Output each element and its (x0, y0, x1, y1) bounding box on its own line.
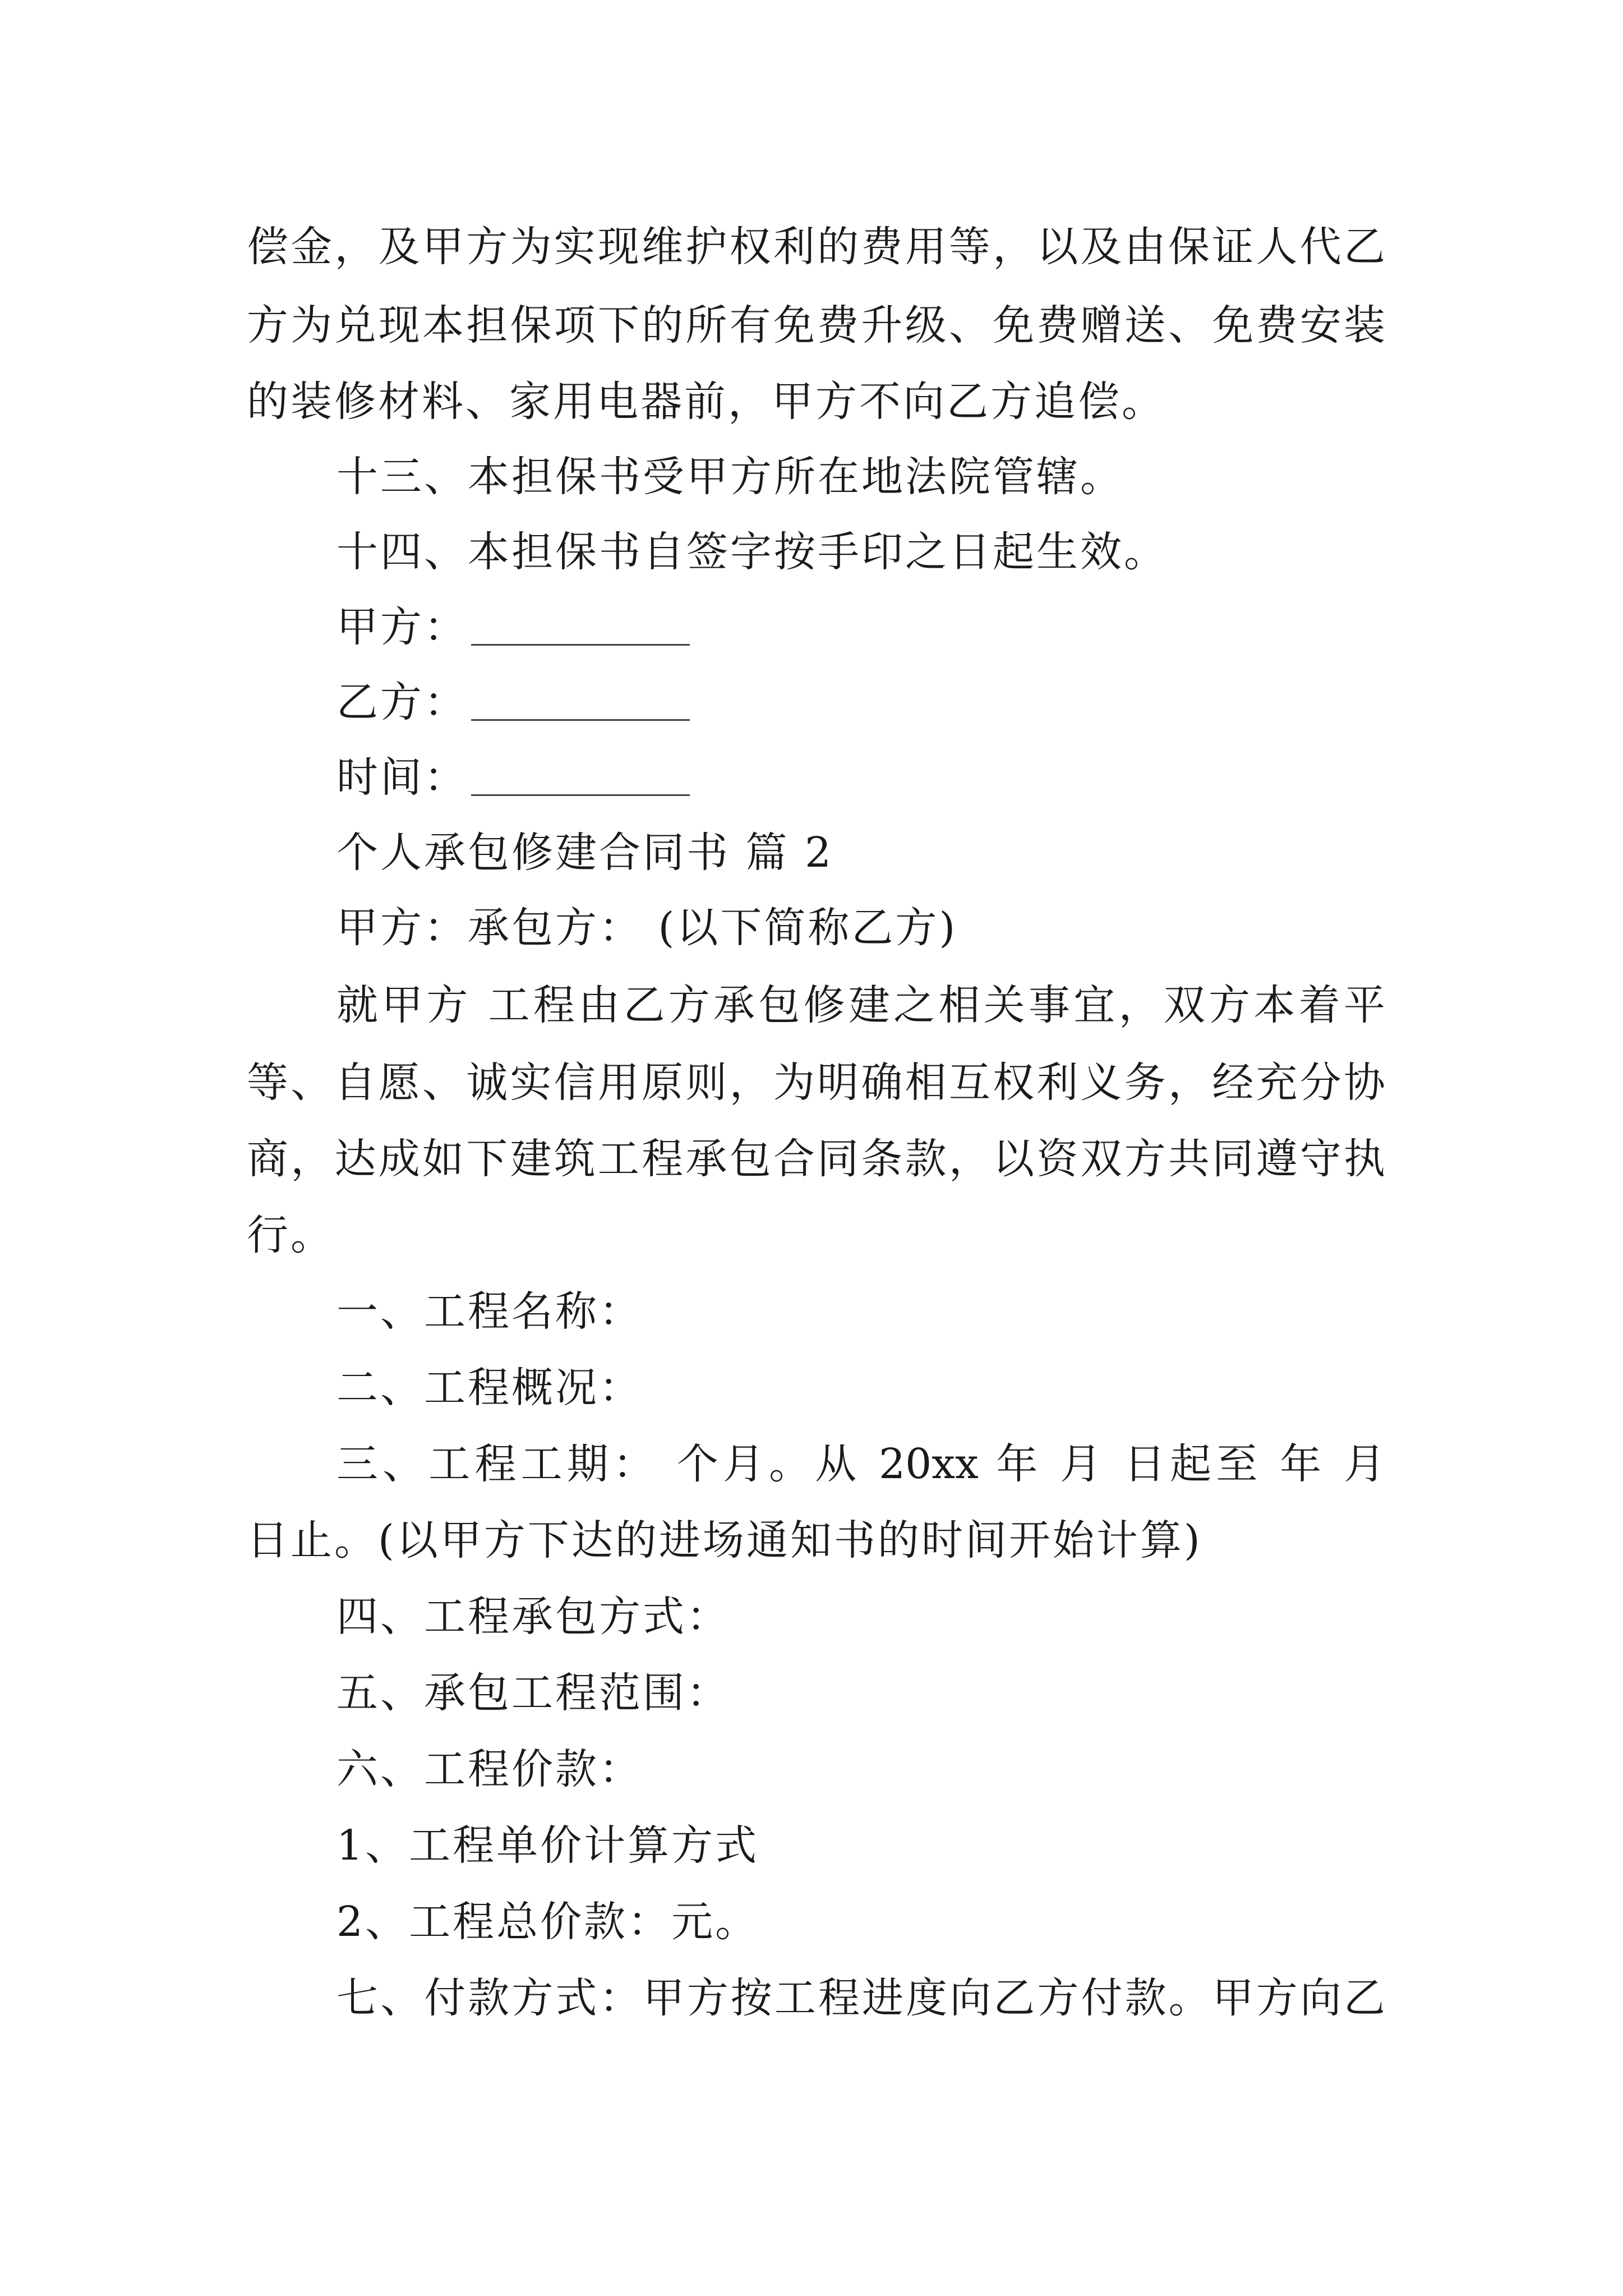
signature-blank-line (471, 610, 690, 646)
clause-6: 六、工程价款： (336, 1745, 643, 1793)
signature-label: 甲方： (336, 603, 468, 651)
clause-13: 十三、本担保书受甲方所在地法院管辖。 (336, 453, 1124, 501)
sub-item-1: 1、工程单价计算方式 (336, 1821, 759, 1870)
clause-3: 三、工程工期： 个月。从 20xx 年 月 日起至 年 月 (336, 1440, 1385, 1488)
paragraph-line: 商，达成如下建筑工程承包合同条款，以资双方共同遵守执 (247, 1135, 1385, 1183)
paragraph-line: 等、自愿、诚实信用原则，为明确相互权利义务，经充分协 (247, 1059, 1385, 1107)
signature-blank-line (471, 685, 690, 721)
paragraph-line: 就甲方 工程由乙方承包修建之相关事宜，双方本着平 (336, 981, 1385, 1029)
clause-1: 一、工程名称： (336, 1287, 643, 1336)
clause-5: 五、承包工程范围： (336, 1669, 730, 1717)
clause-7: 七、付款方式：甲方按工程进度向乙方付款。甲方向乙 (336, 1974, 1385, 2022)
signature-label: 乙方： (336, 678, 468, 726)
section-title: 个人承包修建合同书 篇 2 (336, 829, 834, 877)
signature-party-a (336, 599, 690, 655)
paragraph-line: 偿金，及甲方为实现维护权利的费用等，以及由保证人代乙 (247, 223, 1385, 271)
clause-14: 十四、本担保书自签字按手印之日起生效。 (336, 528, 1168, 576)
clause-4: 四、工程承包方式： (336, 1593, 730, 1641)
signature-party-b (336, 674, 690, 730)
signature-label: 时间： (336, 753, 468, 802)
paragraph-line: 的装修材料、家用电器前，甲方不向乙方追偿。 (247, 378, 1165, 426)
clause-2: 二、工程概况： (336, 1364, 643, 1412)
paragraph-line: 日止。(以甲方下达的进场通知书的时间开始计算) (247, 1516, 1202, 1565)
sub-item-2: 2、工程总价款：元。 (336, 1898, 759, 1946)
signature-date (336, 749, 690, 806)
paragraph-line: 行。 (247, 1211, 334, 1259)
signature-blank-line (471, 761, 690, 796)
paragraph-line: 方为兑现本担保项下的所有免费升级、免费赠送、免费安装 (247, 301, 1385, 349)
parties-line: 甲方：承包方： (以下简称乙方) (336, 904, 958, 952)
